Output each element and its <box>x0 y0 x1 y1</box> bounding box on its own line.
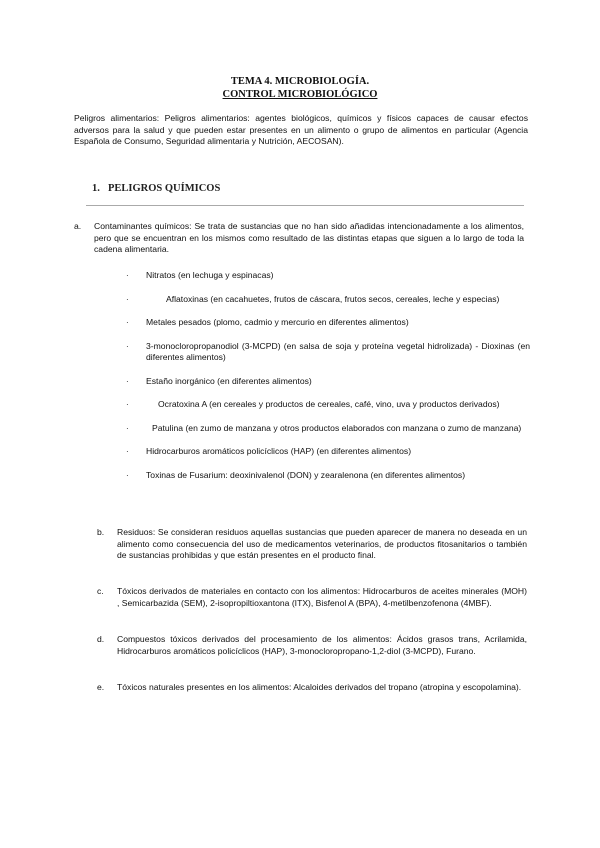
section-heading <box>92 183 220 194</box>
bullet-dot: · <box>126 318 129 327</box>
bullet-item: · Hidrocarburos aromáticos policíclicos (HAP) (en diferentes alimentos) <box>126 446 412 456</box>
list-text-d: Compuestos tóxicos derivados del procesamiento de los alimentos: Ácidos grasos trans, Acrilamida, Hidrocarburos aromáticos policíclicos (HAP), 3-monocloropropano-1,2-diol (3-MCPD), Furano. <box>117 634 527 656</box>
list-letter-c: c. <box>97 586 104 596</box>
bullet-dot: · <box>126 376 129 386</box>
bullet-dot: · <box>126 447 129 456</box>
bullet-dot: · <box>126 341 129 351</box>
section-title: PELIGROS QUÍMICOS <box>108 183 221 194</box>
list-text-c: Tóxicos derivados de materiales en contacto con los alimentos: Hidrocarburos de aceites minerales (MOH) , Semicarbazida (SEM), 2-isopropiltioxantona (ITX), Bisfenol A (BPA), 4-metilbenzofenona (4MBF). <box>117 586 527 608</box>
bullet-dot: · <box>126 294 129 304</box>
heading-divider <box>86 205 524 206</box>
list-item-b <box>97 527 527 562</box>
bullet-item: · Aflatoxinas (en cacahuetes, frutos de cáscara, frutos secos, cereales, leche y especias) <box>126 293 500 304</box>
bullet-dot: · <box>126 271 129 280</box>
bullet-dot: · <box>126 423 129 433</box>
bullet-item: · Ocratoxina A (en cereales y productos de cereales, café, vino, uva y productos derivados) <box>126 399 500 409</box>
title-line-2: CONTROL MICROBIOLÓGICO <box>222 89 378 100</box>
title-line-1: TEMA 4. MICROBIOLOGÍA. <box>230 76 370 87</box>
bullet-item: · 3-monocloropropanodiol (3-MCPD) (en salsa de soja y proteína vegetal hidrolizada) - Dioxinas (en diferentes alimentos) <box>126 340 530 362</box>
list-item-a <box>74 221 524 256</box>
document-title <box>0 75 600 101</box>
list-text-e: Tóxicos naturales presentes en los alimentos: Alcaloides derivados del tropano (atropina y escopolamina). <box>117 682 522 692</box>
contaminants-bullet-list <box>126 270 530 481</box>
list-letter-a: a. <box>74 221 82 231</box>
bullet-item: · Patulina (en zumo de manzana y otros productos elaborados con manzana o zumo de manzana) <box>126 422 522 433</box>
bullet-item: · Metales pesados (plomo, cadmio y mercurio en diferentes alimentos) <box>126 317 409 327</box>
list-letter-b: b. <box>97 527 105 537</box>
bullet-item: · Estaño inorgánico (en diferentes alimentos) <box>126 375 312 386</box>
list-item-e <box>97 682 527 694</box>
list-letter-d: d. <box>97 634 105 644</box>
list-text-a: Contaminantes químicos: Se trata de sustancias que no han sido añadidas intencionadamente a los alimentos, pero que se encuentran en los mismos como resultado de las distintas etapas que siguen a lo largo de toda la cadena alimentaria. <box>94 221 524 254</box>
bullet-item: · Toxinas de Fusarium: deoxinivalenol (DON) y zearalenona (en diferentes alimentos) <box>126 469 466 480</box>
intro-paragraph: Peligros alimentarios: Peligros alimentarios: agentes biológicos, químicos y físicos capaces de causar efectos adversos para la salud y que pueden estar presentes en un alimento o grupo de alimentos en particular (Agencia Española de Consumo, Seguridad alimentaria y Nutrición, AECOSAN). <box>74 113 528 146</box>
list-letter-e: e. <box>97 682 105 692</box>
list-item-c <box>97 586 527 609</box>
bullet-item: · Nitratos (en lechuga y espinacas) <box>126 270 274 280</box>
list-item-d <box>97 634 527 657</box>
bullet-dot: · <box>126 470 129 480</box>
section-number: 1. <box>92 183 100 194</box>
bullet-dot: · <box>126 400 129 409</box>
list-text-b: Residuos: Se consideran residuos aquellas sustancias que pueden aparecer de manera no deseada en un alimento como consecuencia del uso de medicamentos veterinarios, de productos fitosanitarios o también de sustancias prohibidas y que están presentes en el producto final. <box>117 527 527 560</box>
